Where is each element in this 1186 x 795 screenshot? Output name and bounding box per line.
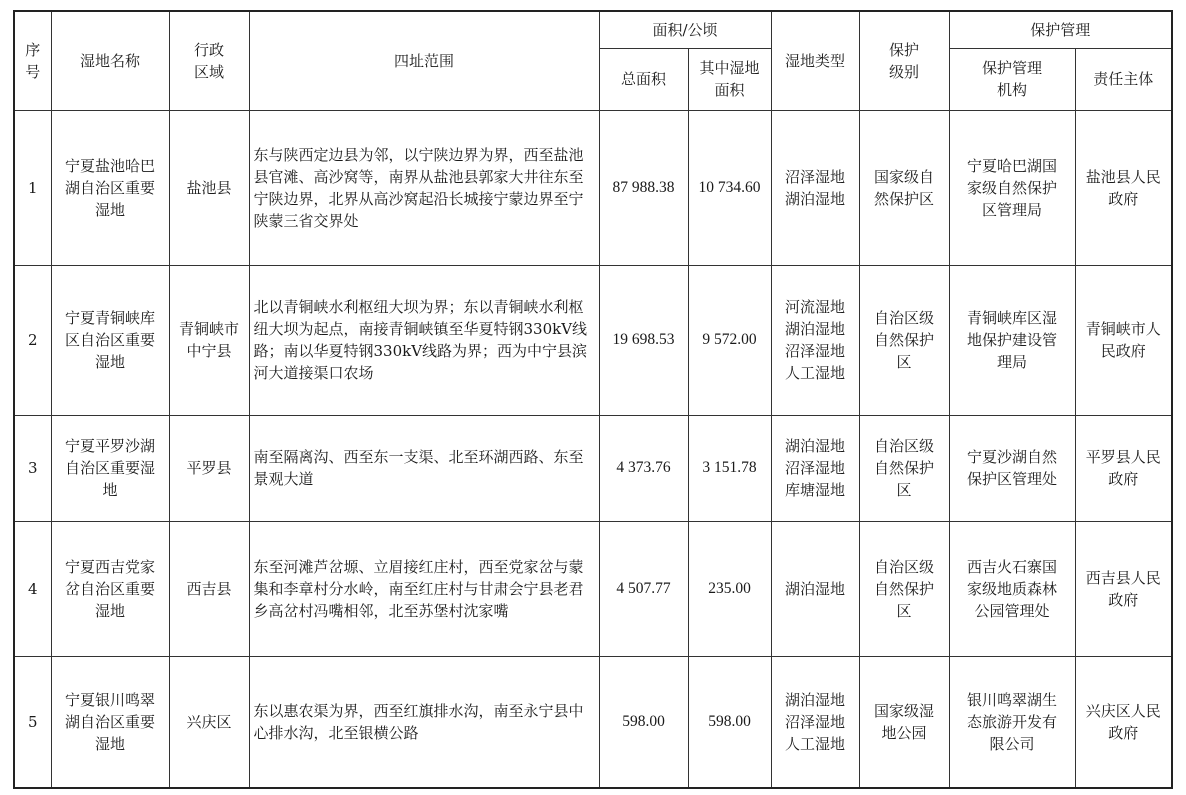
cell-seq: 2 xyxy=(14,265,51,415)
table-row xyxy=(14,110,1172,265)
header-total-area: 总面积 xyxy=(599,48,688,110)
cell-seq: 5 xyxy=(14,656,51,788)
cell-name: 宁夏西吉党家 岔自治区重要 湿地 xyxy=(51,521,169,656)
header-agency: 保护管理 机构 xyxy=(949,48,1075,110)
header-region: 行政 区域 xyxy=(169,11,249,110)
cell-type: 湖泊湿地 xyxy=(771,521,859,656)
cell-seq: 1 xyxy=(14,110,51,265)
cell-region: 青铜峡市 中宁县 xyxy=(169,265,249,415)
cell-wet-area: 9 572.00 xyxy=(688,265,771,415)
cell-scope: 东以惠农渠为界，西至红旗排水沟，南至永宁县中心排水沟，北至银横公路 xyxy=(249,656,599,788)
cell-scope: 南至隔离沟、西至东一支渠、北至环湖西路、东至景观大道 xyxy=(249,415,599,521)
cell-wet-area: 3 151.78 xyxy=(688,415,771,521)
cell-wet-area: 235.00 xyxy=(688,521,771,656)
cell-responsible: 平罗县人民 政府 xyxy=(1075,415,1172,521)
cell-level: 自治区级 自然保护 区 xyxy=(859,415,949,521)
cell-agency: 青铜峡库区湿 地保护建设管 理局 xyxy=(949,265,1075,415)
cell-name: 宁夏青铜峡库 区自治区重要 湿地 xyxy=(51,265,169,415)
cell-region: 盐池县 xyxy=(169,110,249,265)
cell-responsible: 青铜峡市人 民政府 xyxy=(1075,265,1172,415)
cell-total-area: 4 373.76 xyxy=(599,415,688,521)
cell-type: 沼泽湿地 湖泊湿地 xyxy=(771,110,859,265)
cell-scope: 北以青铜峡水利枢纽大坝为界；东以青铜峡水利枢纽大坝为起点，南接青铜峡镇至华夏特钢330kV线路；南以华夏特钢330kV线路为界；西为中宁县滨河大道接渠口农场 xyxy=(249,265,599,415)
table-row xyxy=(14,521,1172,656)
header-name: 湿地名称 xyxy=(51,11,169,110)
cell-level: 国家级湿 地公园 xyxy=(859,656,949,788)
header-area-group: 面积/公顷 xyxy=(599,11,771,48)
header-responsible: 责任主体 xyxy=(1075,48,1172,110)
cell-total-area: 19 698.53 xyxy=(599,265,688,415)
header-mgmt-group: 保护管理 xyxy=(949,11,1172,48)
header-seq: 序 号 xyxy=(14,11,51,110)
wetland-table xyxy=(13,10,1173,789)
cell-level: 自治区级 自然保护 区 xyxy=(859,521,949,656)
cell-agency: 银川鸣翠湖生 态旅游开发有 限公司 xyxy=(949,656,1075,788)
cell-region: 兴庆区 xyxy=(169,656,249,788)
cell-responsible: 西吉县人民 政府 xyxy=(1075,521,1172,656)
cell-type: 湖泊湿地 沼泽湿地 库塘湿地 xyxy=(771,415,859,521)
cell-seq: 4 xyxy=(14,521,51,656)
cell-level: 自治区级 自然保护 区 xyxy=(859,265,949,415)
header-type: 湿地类型 xyxy=(771,11,859,110)
cell-agency: 西吉火石寨国 家级地质森林 公园管理处 xyxy=(949,521,1075,656)
table-row xyxy=(14,656,1172,788)
cell-name: 宁夏平罗沙湖 自治区重要湿 地 xyxy=(51,415,169,521)
cell-type: 河流湿地 湖泊湿地 沼泽湿地 人工湿地 xyxy=(771,265,859,415)
cell-name: 宁夏盐池哈巴 湖自治区重要 湿地 xyxy=(51,110,169,265)
cell-wet-area: 10 734.60 xyxy=(688,110,771,265)
table-row xyxy=(14,265,1172,415)
cell-agency: 宁夏哈巴湖国 家级自然保护 区管理局 xyxy=(949,110,1075,265)
header-wet-area: 其中湿地 面积 xyxy=(688,48,771,110)
cell-responsible: 兴庆区人民 政府 xyxy=(1075,656,1172,788)
table-row xyxy=(14,415,1172,521)
cell-name: 宁夏银川鸣翠 湖自治区重要 湿地 xyxy=(51,656,169,788)
cell-wet-area: 598.00 xyxy=(688,656,771,788)
cell-seq: 3 xyxy=(14,415,51,521)
cell-total-area: 4 507.77 xyxy=(599,521,688,656)
cell-region: 西吉县 xyxy=(169,521,249,656)
cell-level: 国家级自 然保护区 xyxy=(859,110,949,265)
cell-agency: 宁夏沙湖自然 保护区管理处 xyxy=(949,415,1075,521)
cell-total-area: 87 988.38 xyxy=(599,110,688,265)
cell-type: 湖泊湿地 沼泽湿地 人工湿地 xyxy=(771,656,859,788)
cell-total-area: 598.00 xyxy=(599,656,688,788)
cell-scope: 东至河滩芦岔塬、立眉接红庄村，西至党家岔与蒙集和李章村分水岭，南至红庄村与甘肃会宁县老君乡高岔村冯嘴相邻，北至苏堡村沈家嘴 xyxy=(249,521,599,656)
cell-responsible: 盐池县人民 政府 xyxy=(1075,110,1172,265)
cell-region: 平罗县 xyxy=(169,415,249,521)
header-level: 保护 级别 xyxy=(859,11,949,110)
header-scope: 四址范围 xyxy=(249,11,599,110)
cell-scope: 东与陕西定边县为邻，以宁陕边界为界，西至盐池县官滩、高沙窝等，南界从盐池县郭家大井往东至宁陕边界，北界从高沙窝起沿长城接宁蒙边界至宁陕蒙三省交界处 xyxy=(249,110,599,265)
